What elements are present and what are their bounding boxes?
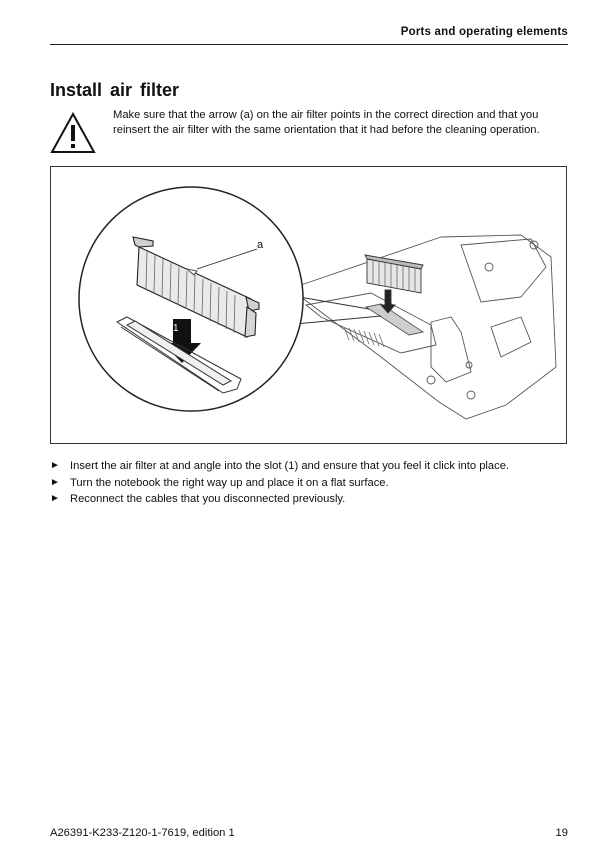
page-number: 19 bbox=[555, 827, 568, 839]
step-text: Insert the air filter at and angle into the slot (1) and ensure that you feel it click into place. bbox=[70, 460, 510, 472]
list-item bbox=[50, 475, 570, 492]
air-filter-illustration bbox=[51, 167, 568, 445]
footer-doc-id: A26391-K233-Z120-1-7619, edition 1 bbox=[50, 827, 235, 839]
step-text: Turn the notebook the right way up and place it on a flat surface. bbox=[70, 476, 389, 489]
callout-label-a: a bbox=[257, 239, 264, 251]
step-text: Reconnect the cables that you disconnected previously. bbox=[70, 493, 346, 505]
warning-triangle-icon bbox=[50, 112, 96, 154]
running-header: Ports and operating elements bbox=[400, 26, 568, 38]
instruction-steps bbox=[50, 458, 570, 508]
bullet-arrow-icon: ► bbox=[50, 460, 60, 471]
figure-frame bbox=[50, 166, 567, 444]
bullet-arrow-icon: ► bbox=[50, 493, 60, 504]
list-item bbox=[50, 458, 570, 475]
warning-text: Make sure that the arrow (a) on the air filter points in the correct direction and that you reinsert the air filter with the same orientation that it had before the cleaning operation. bbox=[113, 109, 540, 136]
callout-label-1: 1 bbox=[173, 323, 179, 334]
header-divider bbox=[50, 44, 568, 45]
list-item bbox=[50, 491, 570, 508]
section-title: Install air filter bbox=[50, 80, 180, 100]
bullet-arrow-icon: ► bbox=[50, 476, 60, 488]
